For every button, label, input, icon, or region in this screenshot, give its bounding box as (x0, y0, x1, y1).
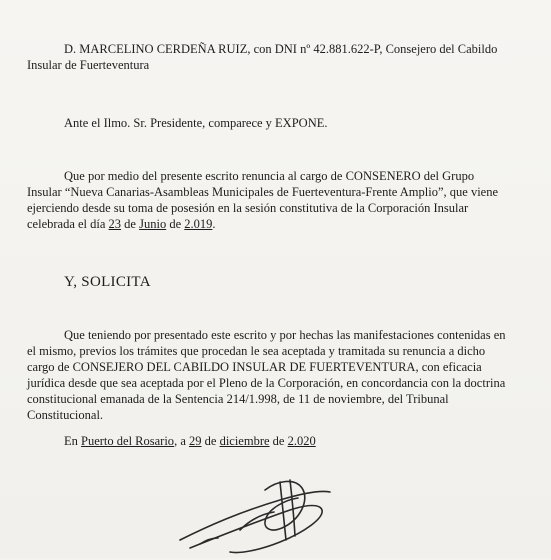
expone-line-2: Insular “Nueva Canarias-Asambleas Municipales de Fuerteventura-Frente Amplio”, que viene (27, 185, 499, 199)
solicita-line-4: jurídica desde que sea aceptada por el Pleno de la Corporación, en concordancia con la doctrina (27, 376, 506, 390)
header-line-2: Insular de Fuerteventura (27, 58, 150, 72)
expone-date-sep2: de (166, 217, 185, 231)
closing-place: Puerto del Rosario (81, 434, 175, 448)
expone-date-prefix: celebrada el día (27, 217, 109, 231)
closing-sep1: , a (174, 434, 189, 448)
intro-line: Ante el Ilmo. Sr. Presidente, comparece y EXPONE. (64, 116, 328, 130)
expone-date-end: . (212, 217, 216, 231)
expone-line-3: ejerciendo desde su toma de posesión en la sesión constitutiva de la Corporación Insular (27, 201, 469, 215)
signature-image (170, 470, 340, 560)
solicita-line-2: el mismo, previos los trámites que procedan le sea aceptada y tramitada su renuncia a dicho (27, 344, 486, 358)
expone-line-1: Que por medio del presente escrito renuncia al cargo de CONSENERO del Grupo (64, 169, 475, 183)
solicita-line-1: Que teniendo por presentado este escrito y por hechas las manifestaciones contenidas en (64, 328, 506, 342)
closing-month: diciembre (219, 434, 270, 448)
solicita-line-6: Constitucional. (27, 408, 104, 422)
solicita-line-5: constitucional emanada de la Sentencia 214/1.998, de 11 de noviembre, del Tribunal (27, 392, 449, 406)
solicita-line-3: cargo de CONSEJERO DEL CABILDO INSULAR DE FUERTEVENTURA, con eficacia (27, 360, 482, 374)
expone-date-day: 23 (108, 217, 122, 231)
expone-line-4 (27, 217, 216, 232)
closing-day: 29 (189, 434, 202, 448)
expone-date-month: Junio (139, 217, 167, 231)
header-line-1: D. MARCELINO CERDEÑA RUIZ, con DNI nº 42.881.622-P, Consejero del Cabildo (64, 42, 498, 56)
closing-sep3: de (269, 434, 288, 448)
solicita-heading: Y, SOLICITA (64, 274, 151, 290)
closing-line (64, 434, 316, 449)
expone-date-year: 2.019 (184, 217, 213, 231)
closing-sep2: de (201, 434, 220, 448)
expone-date-sep1: de (121, 217, 140, 231)
closing-prefix: En (64, 434, 82, 448)
closing-year: 2.020 (287, 434, 316, 448)
